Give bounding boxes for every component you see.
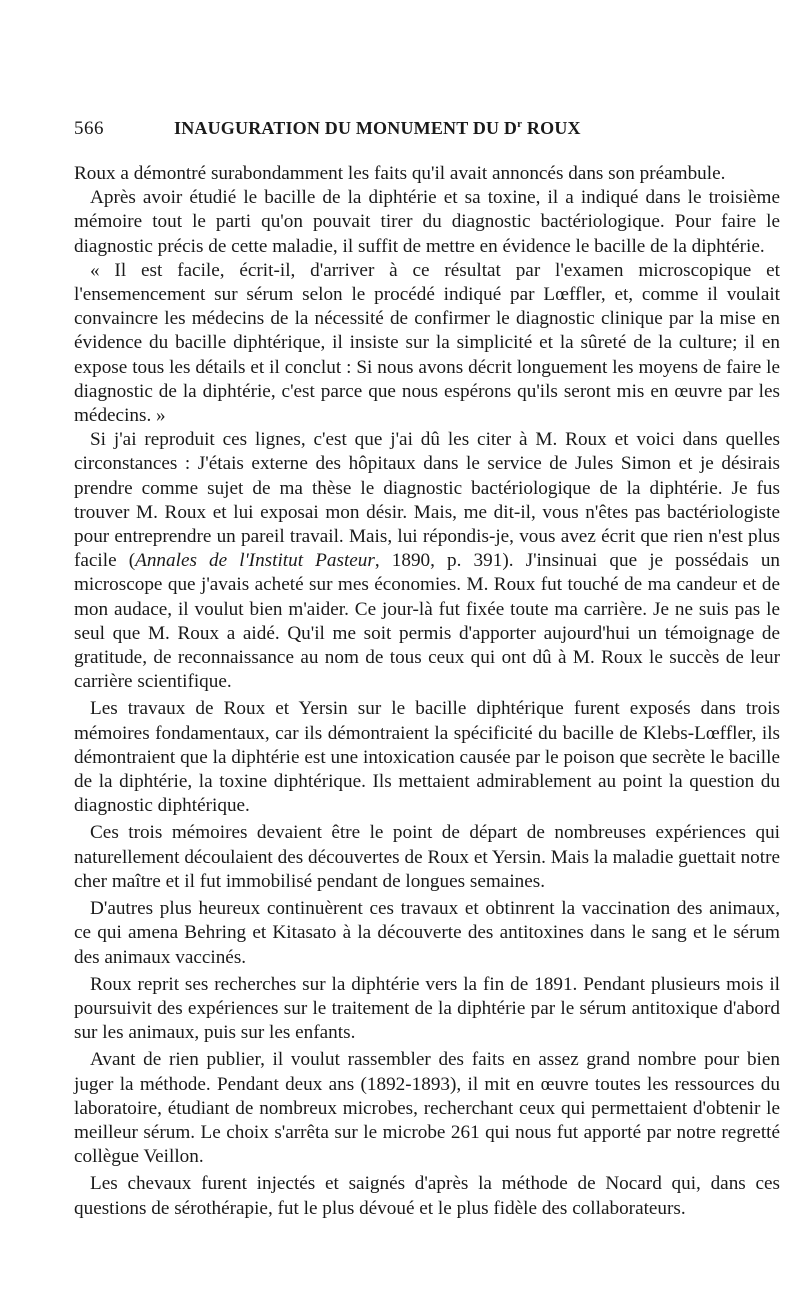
running-title	[174, 118, 581, 139]
page-number: 566	[74, 118, 104, 139]
page	[74, 118, 780, 1221]
paragraph-6: Ces trois mémoires devaient être le point de départ de nombreuses expériences qui naturellement découlaient des découvertes de Roux et Yersin. Mais la maladie guettait notre cher maître et il fut immobilisé pendant de longues semaines.	[74, 822, 780, 892]
body-text	[74, 162, 780, 1221]
paragraph-4-text-after: , 1890, p. 391). J'insinuai que je possédais un microscope que j'avais acheté sur mes économies. M. Roux fut touché de ma candeur et de mon audace, il voulut bien m'aider. Ce jour-là fut fixée toute ma carrière. Je ne suis pas le seul que M. Roux a aidé. Qu'il me soit permis d'apporter aujourd'hui un témoignage de gratitude, de reconnaissance au nom de tous ceux qui ont dû à M. Roux le succès de leur carrière scientifique.	[74, 550, 781, 693]
paragraph-1: Roux a démontré surabondamment les faits qu'il avait annoncés dans son préambule.	[74, 163, 726, 184]
running-title-superscript: r	[517, 118, 523, 130]
running-title-main: INAUGURATION DU MONUMENT DU D	[174, 118, 518, 138]
paragraph-7: D'autres plus heureux continuèrent ces travaux et obtinrent la vaccination des animaux, ce qui amena Behring et Kitasato à la découverte des antitoxines dans le sang et le sérum des animaux vaccinés.	[74, 898, 780, 968]
paragraph-9: Avant de rien publier, il voulut rassembler des faits en assez grand nombre pour bien juger la méthode. Pendant deux ans (1892-1893), il mit en œuvre toutes les ressources du laboratoire, étudiant de nombreux microbes, recherchant ceux qui permettaient d'obtenir le meilleur sérum. Le choix s'arrêta sur le microbe 261 qui nous fut apporté par notre regretté collègue Veillon.	[74, 1049, 780, 1168]
paragraph-3: « Il est facile, écrit-il, d'arriver à ce résultat par l'examen microscopique et l'ensemencement sur sérum selon le procédé indiqué par Lœffler, et, comme il voulait convaincre les médecins de la nécessité de confirmer le diagnostic clinique par la mise en évidence du bacille diphtérique, il insiste sur la simplicité et la sûreté de la culture; il en expose tous les détails et il conclut : Si nous avons décrit longuement les moyens de faire le diagnostic de la diphtérie, c'est parce que nous espérons qu'ils seront mis en œuvre par les médecins. »	[74, 259, 780, 427]
paragraph-4	[74, 428, 780, 694]
paragraph-10: Les chevaux furent injectés et saignés d'après la méthode de Nocard qui, dans ces questions de sérothérapie, fut le plus dévoué et le plus fidèle des collaborateurs.	[74, 1173, 780, 1219]
paragraph-8: Roux reprit ses recherches sur la diphtérie vers la fin de 1891. Pendant plusieurs mois il poursuivit des expériences sur le traitement de la diphtérie par le sérum antitoxique d'abord sur les animaux, puis sur les enfants.	[74, 973, 780, 1044]
paragraph-4-text-before: Si j'ai reproduit ces lignes, c'est que j'ai dû les citer à M. Roux et voici dans quelles circonstances : J'étais externe des hôpitaux dans le service de Jules Simon et je désirais prendre comme sujet de ma thèse le diagnostic bactériologique de la diphtérie. Je fus trouver M. Roux et lui exposai mon désir. Mais, me dit-il, vous n'êtes pas bactériologiste pour entreprendre un pareil travail. Mais, lui répondis-je, vous avez écrit que rien n'est plus facile (	[74, 429, 780, 572]
running-title-end: ROUX	[522, 118, 581, 138]
running-header	[74, 118, 780, 148]
paragraph-2: Après avoir étudié le bacille de la diphtérie et sa toxine, il a indiqué dans le troisième mémoire tout le parti qu'on pouvait tirer du diagnostic bactériologique. Pour faire le diagnostic précis de cette maladie, il suffit de mettre en évidence le bacille de la diphtérie.	[74, 187, 780, 257]
paragraph-4-citation-title: Annales de l'Institut Pasteur	[135, 550, 375, 572]
paragraph-5: Les travaux de Roux et Yersin sur le bacille diphtérique furent exposés dans trois mémoires fondamentaux, car ils démontraient la spécificité du bacille de Klebs-Lœffler, ils démontraient que la diphtérie est une intoxication causée par le poison que secrète le bacille de la diphtérie, la toxine diphtérique. Ils mettaient admirablement au point la question du diagnostic diphtérique.	[74, 698, 780, 817]
